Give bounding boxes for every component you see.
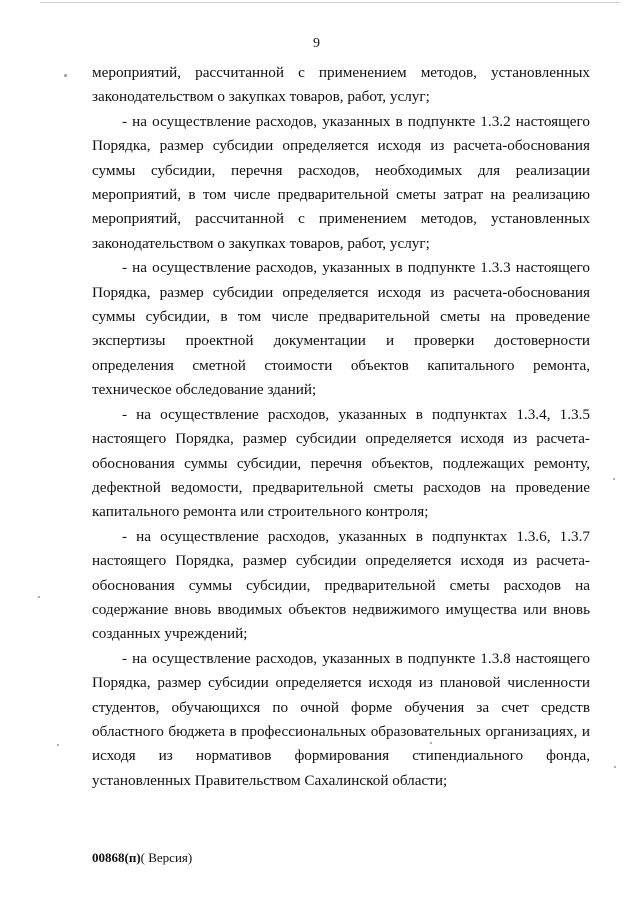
paragraph-item-1-3-6-1-3-7: - на осуществление расходов, указанных в подпунктах 1.3.6, 1.3.7 настоящего Порядка, размер субсидии определяется исходя из расчета-обоснования суммы субсидии, предварительной сметы расходов на содержание вновь вводимых объектов недвижимого имущества или вновь созданных учреждений;	[92, 527, 590, 643]
paragraph-item-1-3-3: - на осуществление расходов, указанных в подпункте 1.3.3 настоящего Порядка, размер субсидии определяется исходя из расчета-обоснования суммы субсидии, в том числе предварительной сметы на проведение экспертизы проектной документации и проверки достоверности определения сметной стоимости объектов капитального ремонта, техническое обследование зданий;	[92, 259, 590, 399]
top-edge-rule	[40, 2, 620, 3]
document-code: 00868(п)	[92, 850, 141, 865]
document-version: ( Версия)	[140, 850, 193, 865]
document-footer	[92, 850, 192, 866]
paragraph-item-1-3-8: - на осуществление расходов, указанных в подпункте 1.3.8 настоящего Порядка, размер субсидии определяется исходя из плановой численности студентов, обучающихся по очной форме обучения за счет средств областного бюджета в профессиональных образовательных организациях, и исходя из нормативов формирования стипендиального фонда, установленных Правительством Сахалинской области;	[92, 649, 590, 789]
document-body	[92, 61, 590, 793]
paragraph-item-1-3-2: - на осуществление расходов, указанных в подпункте 1.3.2 настоящего Порядка, размер субсидии определяется исходя из расчета-обоснования суммы субсидии, перечня расходов, необходимых для реализации мероприятий, в том числе предварительной сметы затрат на реализацию мероприятий, рассчитанной с применением методов, установленных законодательством о закупках товаров, работ, услуг;	[92, 112, 590, 252]
page-number: 9	[313, 36, 320, 51]
scan-speck	[613, 478, 615, 480]
scan-speck	[430, 742, 432, 744]
scan-speck	[57, 744, 59, 746]
paragraph-continuation: мероприятий, рассчитанной с применением методов, установленных законодательством о закупках товаров, работ, услуг;	[92, 64, 590, 106]
scan-speck	[38, 596, 40, 598]
paragraph-item-1-3-4-1-3-5: - на осуществление расходов, указанных в подпунктах 1.3.4, 1.3.5 настоящего Порядка, размер субсидии определяется исходя из расчета-обоснования суммы субсидии, перечня объектов, подлежащих ремонту, дефектной ведомости, предварительной сметы расходов на проведение капитального ремонта или строительного контроля;	[92, 405, 590, 521]
scan-speck	[64, 74, 67, 77]
scan-speck	[614, 766, 616, 768]
